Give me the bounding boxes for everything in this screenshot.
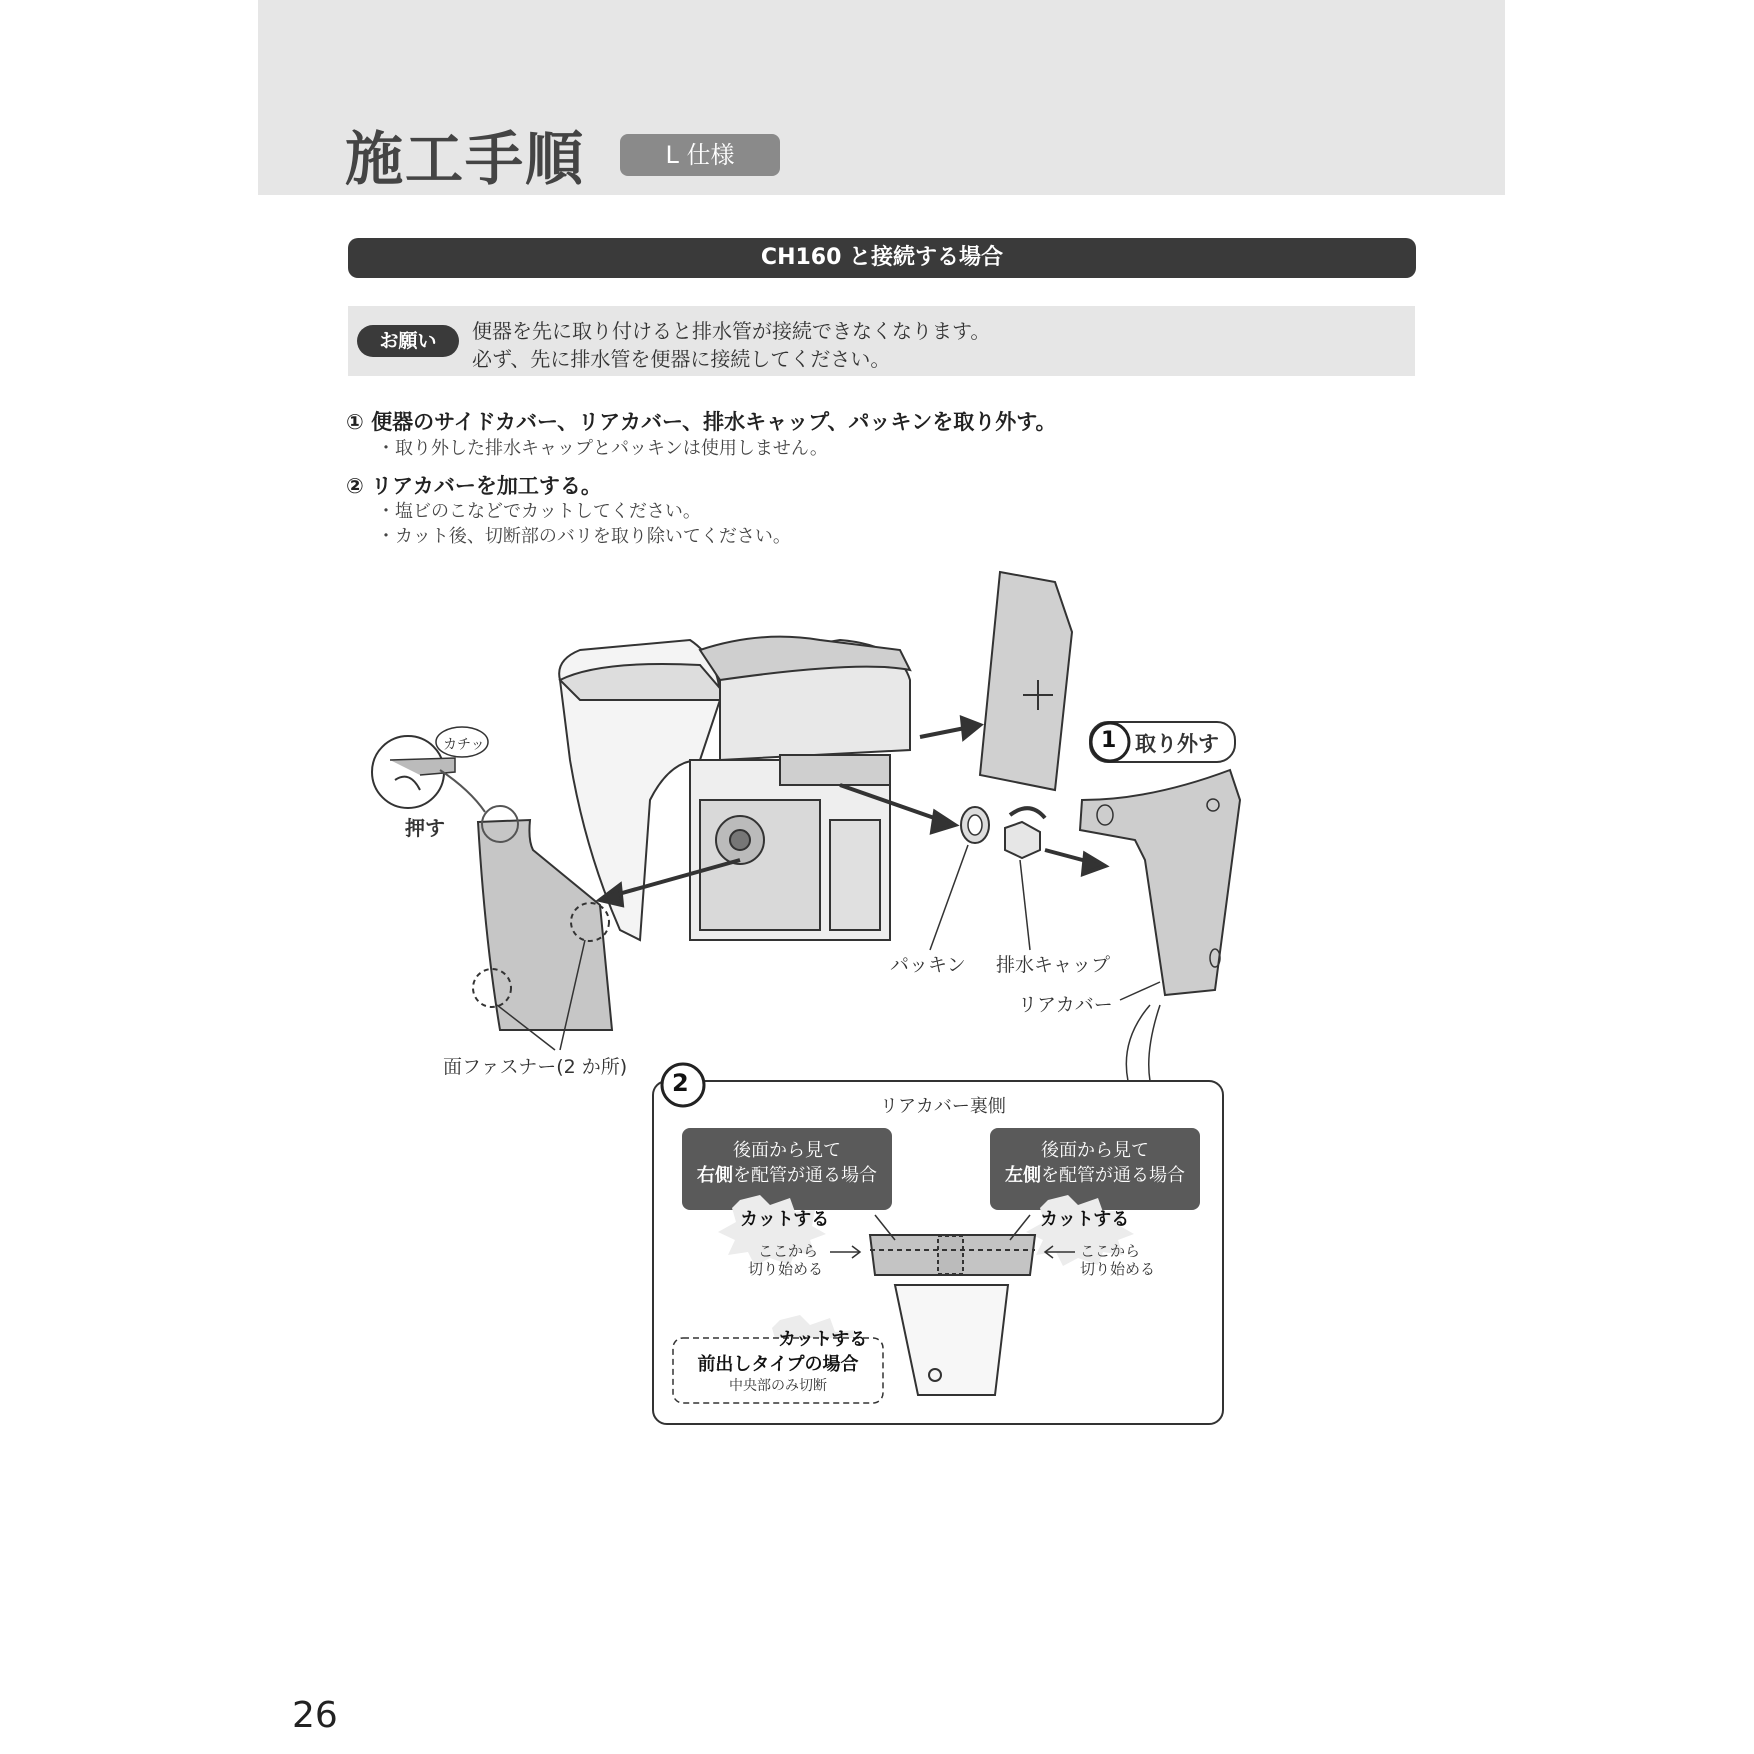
- start-here-right-line1: ここから: [758, 1242, 819, 1260]
- step-2-title: ② リアカバーを加工する。: [346, 474, 602, 498]
- step-2-note: ・カット後、切断部のバリを取り除いてください。: [377, 526, 791, 547]
- step-1-note: ・取り外した排水キャップとパッキンは使用しません。: [377, 438, 828, 459]
- back-panel: [980, 572, 1072, 790]
- cut-label-right: カットする: [740, 1209, 830, 1230]
- rear-cover-label: リアカバー: [1018, 994, 1113, 1016]
- notice-line: 必ず、先に排水管を便器に接続してください。: [472, 347, 891, 371]
- step-2-number: 2: [672, 1069, 689, 1097]
- notice-badge: お願い: [357, 325, 459, 357]
- left-box-line2: 左側を配管が通る場合: [1005, 1165, 1185, 1186]
- front-type-title: 前出しタイプの場合: [697, 1354, 859, 1375]
- section-title-bar: CH160 と接続する場合: [348, 238, 1416, 278]
- notice-line: 便器を先に取り付けると排水管が接続できなくなります。: [472, 319, 991, 343]
- drain-cap-label: 排水キャップ: [996, 954, 1111, 976]
- remove-label: 取り外す: [1135, 732, 1219, 756]
- cut-label-left: カットする: [1040, 1209, 1130, 1230]
- step-1-number: 1: [1101, 728, 1117, 753]
- click-label: カチッ: [443, 737, 485, 753]
- step-1-title: ① 便器のサイドカバー、リアカバー、排水キャップ、パッキンを取り外す。: [346, 410, 1057, 434]
- left-box-line1: 後面から見て: [1041, 1140, 1149, 1161]
- fastener-label: 面ファスナー(2 か所): [443, 1056, 628, 1078]
- detail-title: リアカバー裏側: [880, 1096, 1006, 1117]
- start-here-right-line2: 切り始める: [748, 1260, 824, 1278]
- page-number: 26: [292, 1695, 338, 1736]
- right-box-line1: 後面から見て: [733, 1140, 841, 1161]
- right-box-line2: 右側を配管が通る場合: [697, 1165, 877, 1186]
- step-2-note: ・塩ビのこなどでカットしてください。: [377, 501, 701, 522]
- spec-badge: L 仕様: [620, 134, 780, 176]
- start-here-left-line1: ここから: [1080, 1242, 1141, 1260]
- drain-cap: [1005, 822, 1040, 858]
- front-type-sub: 中央部のみ切断: [729, 1378, 827, 1394]
- push-label: 押す: [405, 816, 445, 840]
- packing-label: パッキン: [890, 954, 966, 976]
- start-here-left-line2: 切り始める: [1080, 1260, 1156, 1278]
- page-title: 施工手順: [345, 125, 586, 193]
- cut-label-center: カットする: [778, 1329, 868, 1350]
